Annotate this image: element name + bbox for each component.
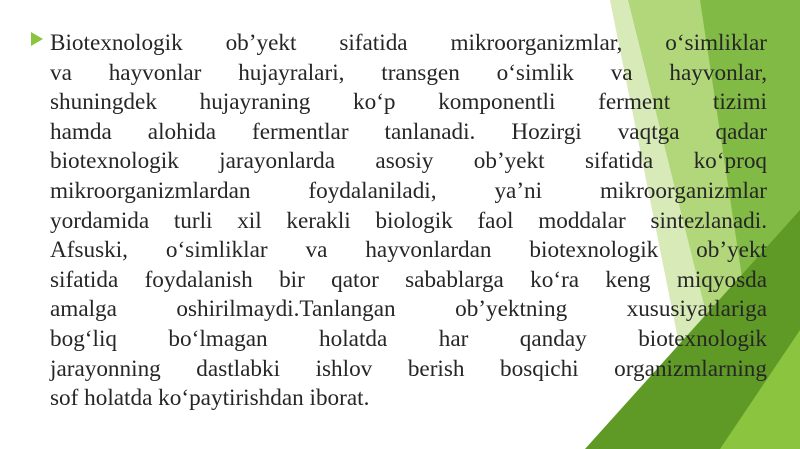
paragraph-line: va hayvonlar hujayralari, transgen o‘simlik va hayvonlar, bbox=[50, 59, 767, 86]
paragraph-line: sof holatda ko‘paytirishdan iborat. bbox=[50, 385, 370, 412]
paragraph-line: mikroorganizmlardan foydalaniladi, ya’ni mikroorganizmlar bbox=[50, 177, 767, 204]
paragraph-line: Biotexnologik ob’yekt sifatida mikroorganizmlar, o‘simliklar bbox=[50, 30, 767, 56]
paragraph-line: sifatida foydalanish bir qator sabablarga ko‘ra keng miqyosda bbox=[50, 266, 767, 293]
paragraph-line: shuningdek hujayraning ko‘p komponentli ferment tizimi bbox=[50, 89, 767, 116]
triangle-bullet-icon bbox=[30, 32, 44, 46]
paragraph-line: hamda alohida fermentlar tanlanadi. Hozirgi vaqtga qadar bbox=[50, 118, 767, 145]
paragraph-line: amalga oshirilmaydi.Tanlangan ob’yektning xususiyatlariga bbox=[50, 296, 767, 323]
paragraph-line: bog‘liq bo‘lmagan holatda har qanday biotexnologik bbox=[50, 325, 767, 352]
paragraph-line: Afsuski, o‘simliklar va hayvonlardan biotexnologik ob’yekt bbox=[50, 237, 767, 264]
paragraph-line: yordamida turli xil kerakli biologik faol moddalar sintezlanadi. bbox=[50, 207, 767, 234]
paragraph-line: jarayonning dastlabki ishlov berish bosqichi organizmlarning bbox=[50, 355, 767, 382]
paragraph bbox=[50, 29, 767, 414]
paragraph-line: biotexnologik jarayonlarda asosiy ob’yekt sifatida ko‘proq bbox=[50, 148, 767, 175]
